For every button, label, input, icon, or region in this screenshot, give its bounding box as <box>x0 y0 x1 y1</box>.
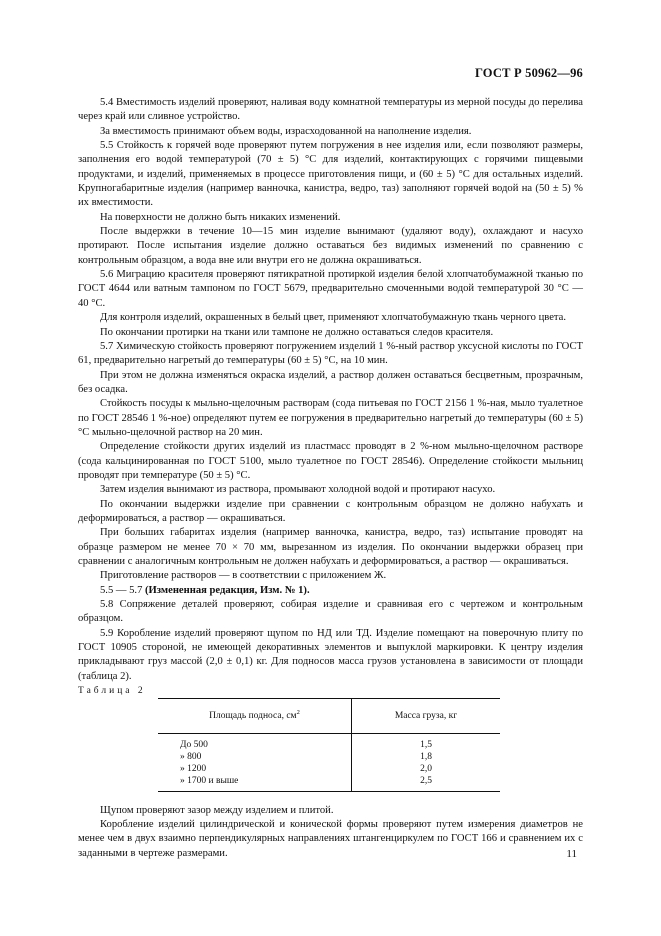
table-row <box>158 776 500 791</box>
table-cell-area: » 1700 и выше <box>158 776 352 791</box>
paragraph: Для контроля изделий, окрашенных в белый цвет, применяют хлопчатобумажную ткань черного цвета. <box>100 312 567 324</box>
paragraph: Коробление изделий цилиндрической и конической формы проверяют путем измерения диаметров не менее чем в двух взаимно перпендикулярных направлениях штангенциркулем по ГОСТ 166 и сравнением их с заданными в чертеже размерами. <box>78 818 583 859</box>
paragraph: 5.8 Сопряжение деталей проверяют, собирая изделие и сравнивая его с чертежом и контрольным образцом. <box>78 599 583 625</box>
table-row <box>158 752 500 764</box>
paragraph: 5.5 Стойкость к горячей воде проверяют путем погружения в нее изделия или, если позволяют размеры, заполнения его водой температурой (70 ± 5) °С для изделий, контактирующих с горячими пищевыми продуктами, и изделий, применяемых в процессе приготовления пищи, и (60 ± 5) °С для остальных изделий. Крупногабаритные изделия (например ванночка, канистра, ведро, таз) заполняют горячей водой на (50 ± 5) % их вместимости. <box>78 140 583 209</box>
table-cell-area: » 800 <box>158 752 352 764</box>
paragraph: 5.4 Вместимость изделий проверяют, наливая воду комнатной температуры из мерной посуды до перелива через край или сливное устройство. <box>78 97 583 123</box>
table-cell-mass: 1,8 <box>420 752 432 763</box>
table-title: Таблица 2 <box>78 686 146 697</box>
paragraph: Стойкость посуды к мыльно-щелочным растворам (сода питьевая по ГОСТ 2156 1 %-ная, мыло туалетное по ГОСТ 28546 1 %-ное) определяют путем ее погружения в предварительно нагретый до температуры (60 ± 5) °С мыльно-щелочной раствор на 20 мин. <box>78 398 583 438</box>
table-2 <box>158 698 500 791</box>
amendment-note <box>78 584 583 598</box>
page-number: 11 <box>566 848 577 860</box>
paragraph: Щупом проверяют зазор между изделием и плитой. <box>100 804 334 816</box>
table-header-mass: Масса груза, кг <box>352 699 501 734</box>
paragraph: 5.7 Химическую стойкость проверяют погружением изделий 1 %-ный раствор уксусной кислоты по ГОСТ 61, предварительно нагретый до температуры (60 ± 5) °С, на 10 мин. <box>78 340 583 367</box>
paragraph: На поверхности не должно быть никаких изменений. <box>100 211 341 223</box>
table-cell-mass: 1,5 <box>420 740 432 751</box>
paragraph: При больших габаритах изделия (например ванночка, канистра, ведро, таз) испытание проводят на образце размером не менее 70 × 70 мм, вырезанном из изделия. По окончании выдержки образец при сравнении с аналогичным контрольным не должен набухать и деформироваться, а раствор — окрашиваться. <box>78 527 583 567</box>
table-header-area <box>158 699 352 734</box>
table-header-area-text: Площадь подноса, см <box>209 710 297 721</box>
document-header: ГОСТ Р 50962—96 <box>474 66 583 80</box>
paragraph: Затем изделия вынимают из раствора, промывают холодной водой и протирают насухо. <box>100 484 496 496</box>
paragraph: По окончании протирки на ткани или тампоне не должно оставаться следов красителя. <box>100 326 494 338</box>
paragraph: 5.6 Миграцию красителя проверяют пятикратной протиркой изделия белой хлопчатобумажной тканью по ГОСТ 4644 или ватным тампоном по ГОСТ 5679, предварительно смоченными водой температурой 30 °С — 40 °С. <box>78 269 583 309</box>
table-row <box>158 734 500 752</box>
paragraph: Определение стойкости других изделий из пластмасс проводят в 2 %-ном мыльно-щелочном растворе (сода кальцинированная по ГОСТ 5100, мыло туалетное по ГОСТ 28546). Определение стойкости мыльниц проводят при температуре (50 ± 5) °С. <box>78 441 583 481</box>
document-body <box>78 96 583 861</box>
amendment-label: (Измененная редакция, Изм. № 1). <box>145 584 310 596</box>
paragraph: После выдержки в течение 10—15 мин изделие вынимают (удаляют воду), охлаждают и насухо протирают. После испытания изделие должно оставаться без видимых изменений по сравнению с контрольным образцом, а вода вне или внутри его не должна окрашиваться. <box>78 226 583 266</box>
table-cell-mass: 2,0 <box>420 764 432 775</box>
table-cell-mass: 2,5 <box>352 776 501 791</box>
paragraph: Приготовление растворов — в соответствии с приложением Ж. <box>100 570 387 582</box>
table-cell-area: До 500 <box>158 734 352 752</box>
paragraph: При этом не должна изменяться окраска изделий, а раствор должен оставаться бесцветным, прозрачным, без осадка. <box>78 369 583 395</box>
paragraph: За вместимость принимают объем воды, израсходованной на наполнение изделия. <box>100 125 472 137</box>
paragraph: По окончании выдержки изделие при сравнении с контрольным образцом не должно набухать и деформироваться, а раствор — окрашиваться. <box>78 498 583 524</box>
paragraph: 5.9 Коробление изделий проверяют щупом по НД или ТД. Изделие помещают на поверочную плиту по ГОСТ 10905 стороной, не имеющей декоративных элементов и выпуклой маркировки. К центру изделия прикладывают груз массой (2,0 ± 0,1) кг. Для подносов масса грузов установлена в зависимости от площади (таблица 2). <box>78 627 583 682</box>
table-cell-area: » 1200 <box>158 764 352 776</box>
table-row <box>158 764 500 776</box>
table-header-area-sup: 2 <box>296 708 300 716</box>
amendment-range: 5.5 — 5.7 <box>100 584 143 596</box>
